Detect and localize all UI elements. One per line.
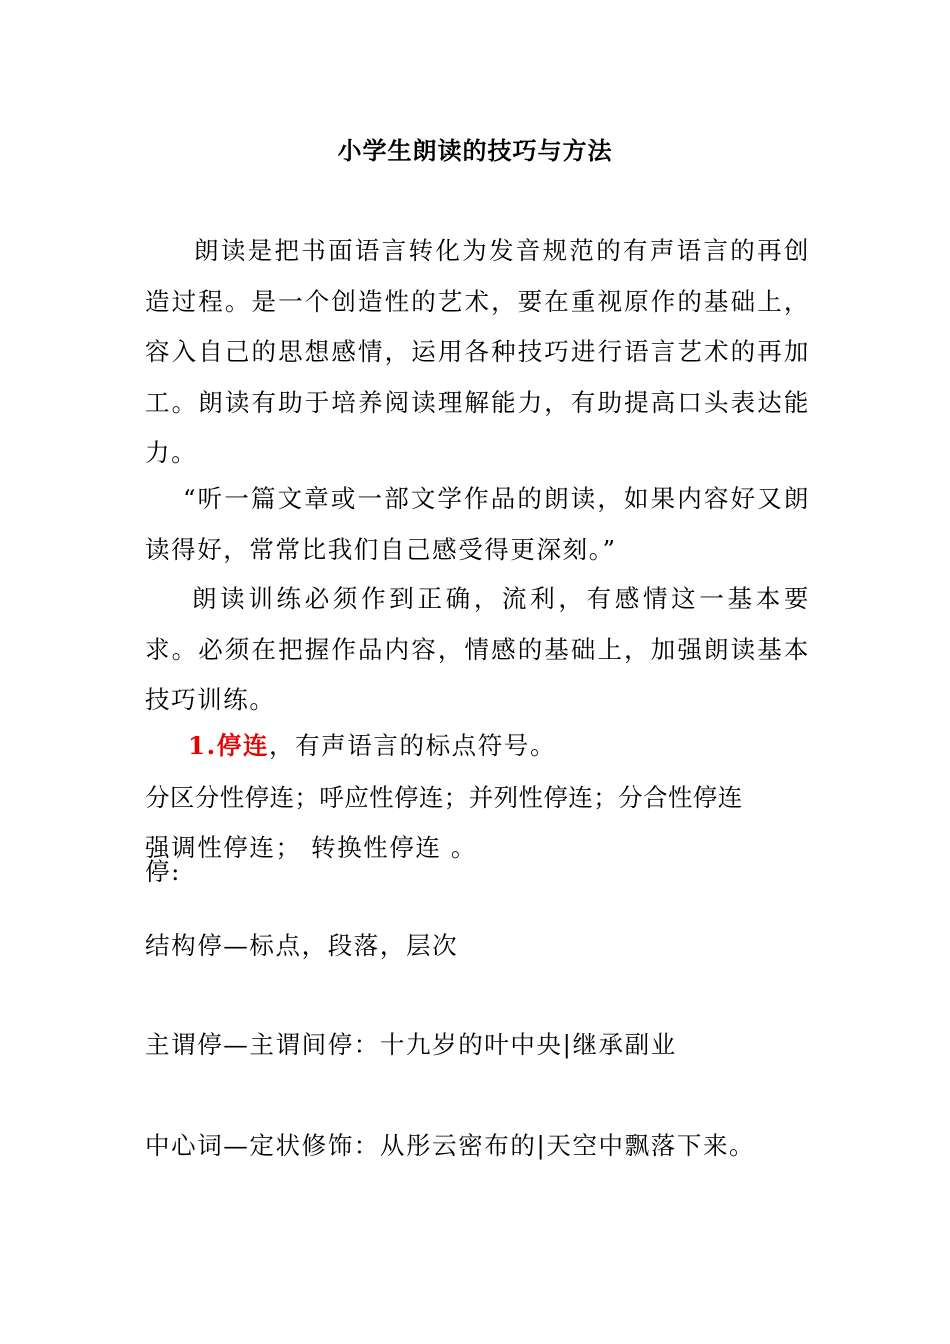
pause-types-line-1: 分区分性停连；呼应性停连；并列性停连；分合性停连 xyxy=(145,783,743,812)
section-number: 1. xyxy=(188,731,217,760)
section-heading-keyword: 停连 xyxy=(216,731,269,760)
subject-predicate-pause-line: 主谓停—主谓间停：十九岁的叶中央|继承副业 xyxy=(145,1030,677,1059)
pause-label: 停: xyxy=(145,857,181,886)
pause-types-line-2: 强调性停连； 转换性停连 。 xyxy=(145,833,477,862)
section-heading xyxy=(188,726,868,766)
document-title: 小学生朗读的技巧与方法 xyxy=(337,136,613,165)
paragraph-intro: 朗读是把书面语言转化为发音规范的有声语言的再创造过程。是一个创造性的艺术，要在重视原作的基础上，容入自己的思想感情，运用各种技巧进行语言艺术的再加工。朗读有助于培养阅读理解能力，有助提高口头表达能力。 xyxy=(145,236,810,467)
structure-pause-line: 结构停—标点，段落，层次 xyxy=(145,931,459,960)
section-heading-description: ，有声语言的标点符号。 xyxy=(268,731,557,760)
head-word-modifier-line: 中心词—定状修饰：从彤云密布的|天空中飘落下来。 xyxy=(145,1131,756,1160)
paragraph-quote: “听一篇文章或一部文学作品的朗读，如果内容好又朗读得好，常常比我们自己感受得更深刻。” xyxy=(145,484,810,564)
paragraph-requirements: 朗读训练必须作到正确，流利，有感情这一基本要求。必须在把握作品内容，情感的基础上，加强朗读基本技巧训练。 xyxy=(145,584,810,714)
